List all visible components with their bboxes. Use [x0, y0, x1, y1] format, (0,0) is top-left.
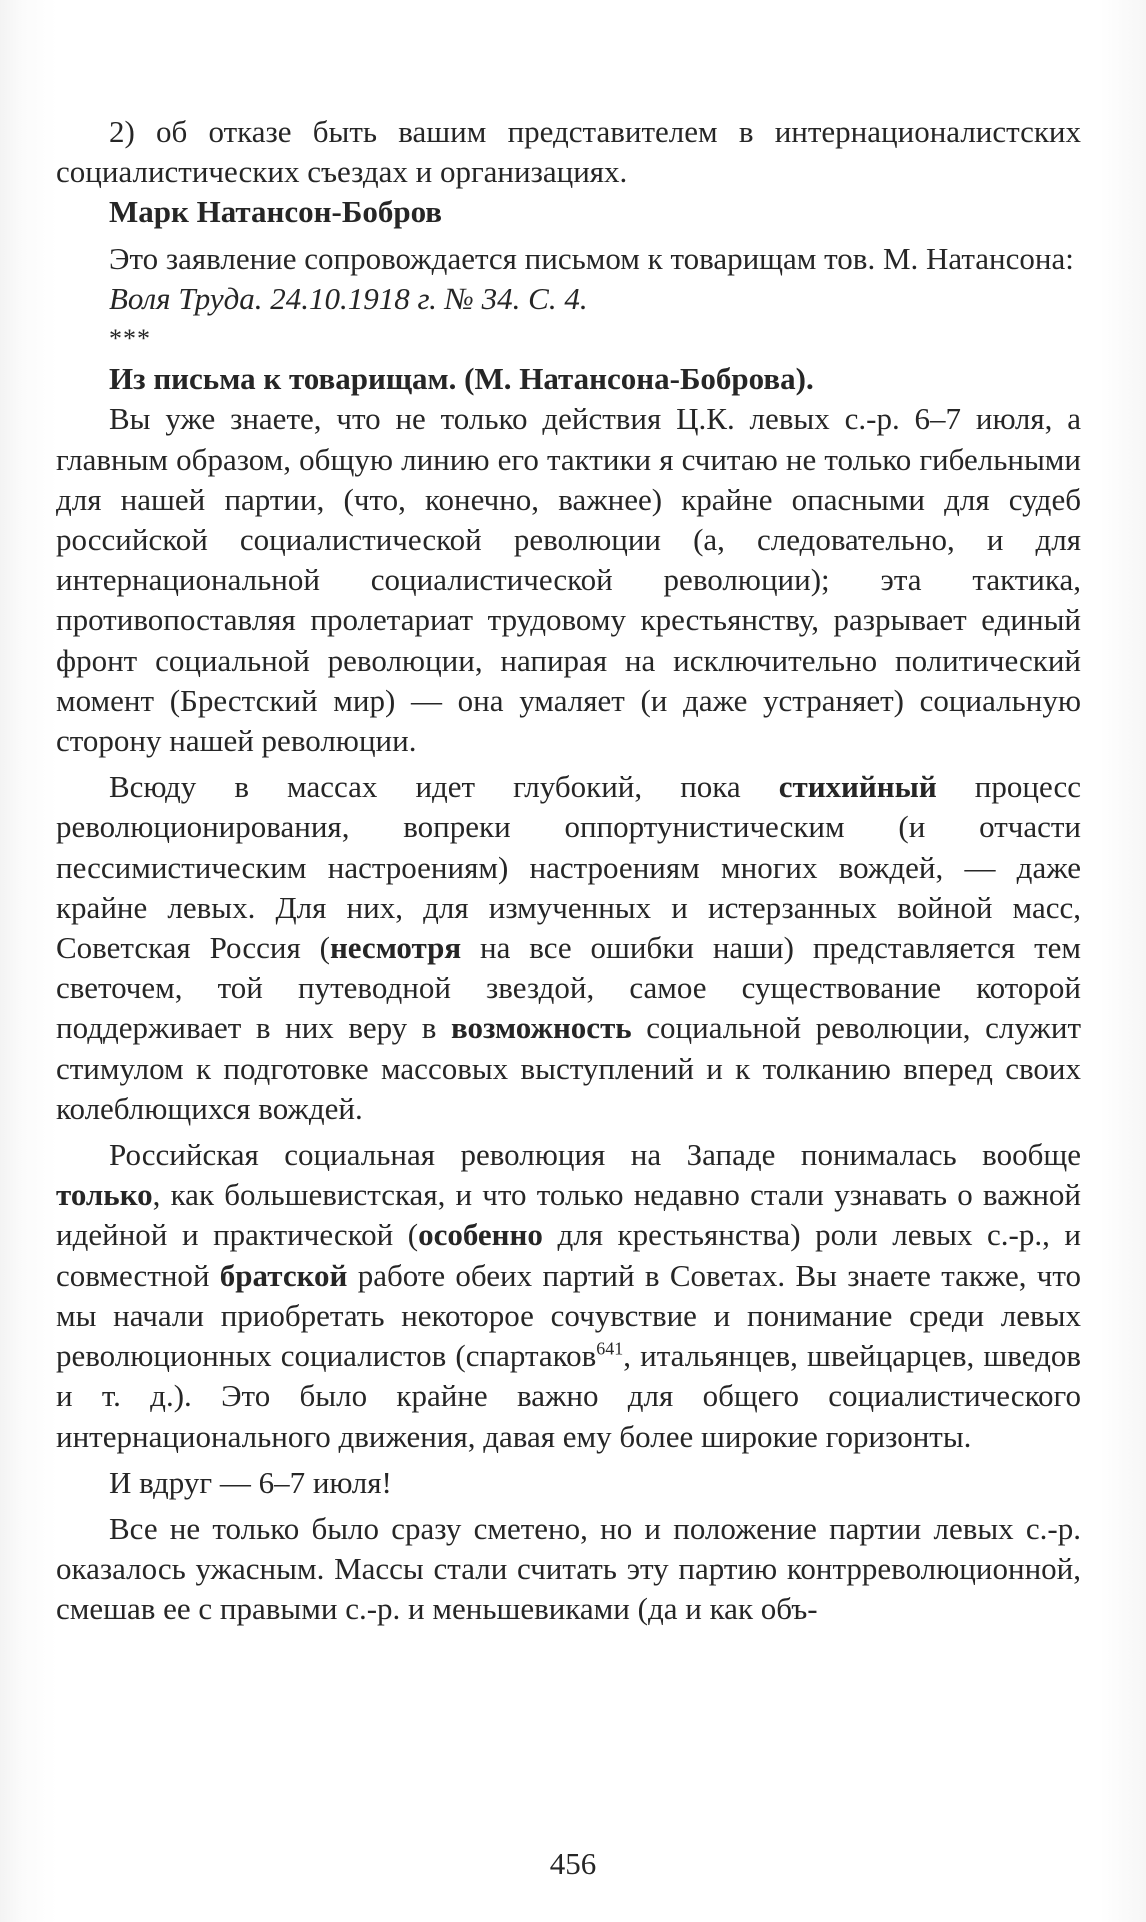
- signature: Марк Натансон-Бобров: [109, 194, 443, 230]
- emphasis-word: стихийный: [778, 769, 937, 805]
- letter-paragraph-1: Вы уже знаете, что не только действия Ц.К. левых с.-р. 6–7 июля, а главным образом, общую линию его тактики я считаю не только гибельными для нашей партии, (что, конечно, важнее) крайне опасными для судеб российской социалистической революции (а, следовательно, и для интернациональной социалистической революции); эта тактика, противопоставляя пролетариат трудовому крестьянству, разрывает единый фронт социальной революции, напирая на исключительно политический момент (Брестский мир) — она умаляет (и даже устраняет) социальную сторону нашей революции.: [56, 401, 1081, 759]
- emphasis-word: возможность: [450, 1010, 632, 1046]
- letter-paragraph-4: И вдруг — 6–7 июля!: [109, 1464, 392, 1500]
- emphasis-word: несмотря: [329, 930, 462, 966]
- letter-paragraph-2: Всюду в массах идет глубокий, пока стихийный процесс революционирования, вопреки оппортунистическим (и отчасти пессимистическим настроениям) настроениям многих вождей, — даже крайне левых. Для них, для измученных и истерзанных войной масс, Советская Россия (несмотря на все ошибки наши) представляется тем светочем, той путеводной звездой, самое существование которой поддерживает в них веру в возможность социальной революции, служит стимулом к подготовке массовых выступлений и к толканию вперед своих колеблющихся вождей.: [56, 769, 1081, 1126]
- page-number: 456: [549, 1846, 597, 1881]
- statement-item-2: 2) об отказе быть вашим представителем в интернационалистских социалистических съездах и организациях.: [56, 114, 1081, 190]
- section-separator: ***: [109, 324, 151, 354]
- letter-paragraph-3: Российская социальная революция на Западе понималась вообще только, как большевистская, и что только недавно стали узнавать о важной идейной и практической (особенно для крестьянства) роли левых с.-р., и совместной братской работе обеих партий в Советах. Вы знаете также, что мы начали приобретать некоторое сочувствие и понимание среди левых революционных социалистов (спартаков$^{641}$, итальянцев, швейцарцев, шведов и т. д.). Это было крайне важно для общего социалистического интернационального движения, давая ему более широкие горизонты.: [56, 1137, 1081, 1454]
- page-text: [56, 112, 1081, 1630]
- source-citation: Воля Труда. 24.10.1918 г. № 34. С. 4.: [109, 280, 588, 316]
- letter-paragraph-5: Все не только было сразу сметено, но и положение партии левых с.-р. оказалось ужасным. Массы стали считать эту партию контрреволюционной, смешав ее с правыми с.-р. и меньшевиками (да и как объ-: [56, 1510, 1081, 1627]
- emphasis-word: только: [56, 1177, 153, 1213]
- emphasis-word: братской: [219, 1257, 348, 1293]
- accompanying-note: Это заявление сопровождается письмом к товарищам тов. М. Натансона:: [109, 240, 1074, 276]
- footnote-marker: 641: [596, 1338, 624, 1359]
- letter-heading: Из письма к товарищам. (М. Натансона-Боброва).: [109, 361, 814, 397]
- emphasis-word: особенно: [418, 1217, 543, 1253]
